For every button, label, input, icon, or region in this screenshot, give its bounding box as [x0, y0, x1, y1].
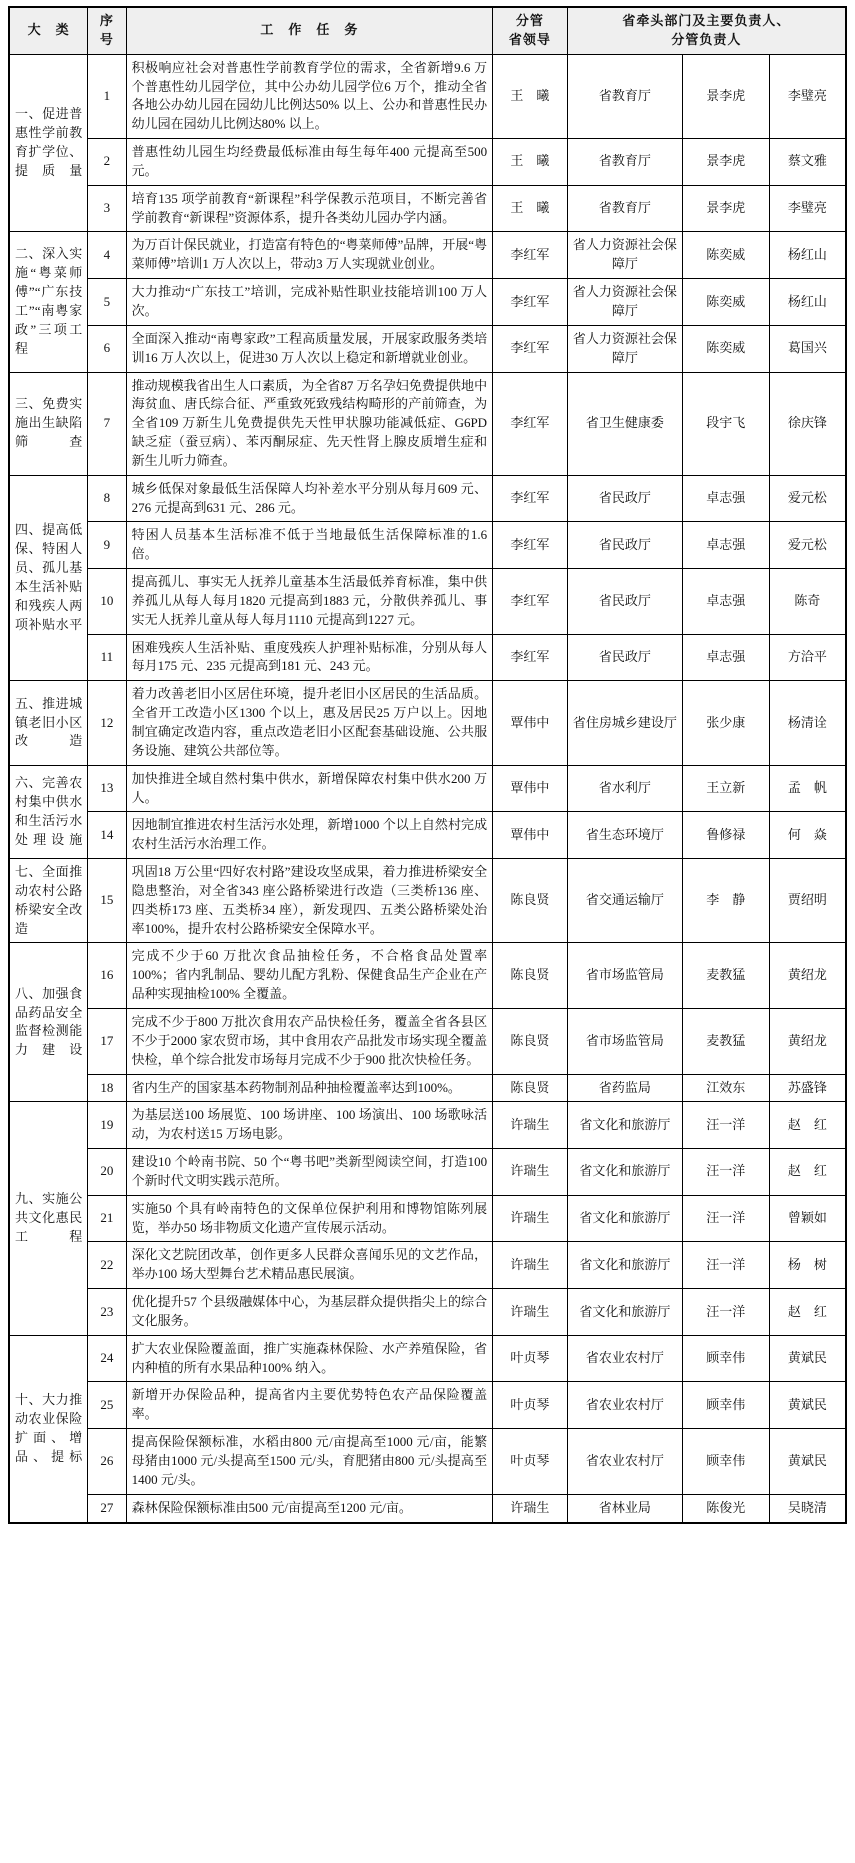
task-text: 特困人员基本生活标准不低于当地最低生活保障标准的1.6 倍。 — [126, 522, 492, 569]
chief-responsible-person: 卓志强 — [682, 634, 769, 681]
table-row — [9, 681, 846, 765]
row-number: 13 — [88, 765, 126, 812]
row-number: 20 — [88, 1149, 126, 1196]
task-text: 巩固18 万公里“四好农村路”建设攻坚成果，着力推进桥梁安全隐患整治，对全省343 座公路桥梁进行改造（三类桥136 座、四类桥173 座、五类桥34 座），新发现四、五类公路桥梁处治率100%，提升农村公路桥梁安全保障水平。 — [126, 859, 492, 943]
chief-responsible-person: 陈奕威 — [682, 232, 769, 279]
provincial-leader: 李红军 — [493, 569, 568, 635]
category-cell: 三、免费实施出生缺陷筛查 — [9, 372, 88, 475]
category-cell: 二、深入实施“粤菜师傅”“广东技工”“南粤家政”三项工程 — [9, 232, 88, 372]
task-text: 实施50 个具有岭南特色的文保单位保护利用和博物馆陈列展览，举办50 场非物质文化遗产宣传展示活动。 — [126, 1195, 492, 1242]
table-row — [9, 1195, 846, 1242]
category-cell: 一、促进普惠性学前教育扩学位、提质量 — [9, 54, 88, 232]
chief-responsible-person: 江效东 — [682, 1074, 769, 1102]
row-number: 24 — [88, 1335, 126, 1382]
th-department-line2: 分管负责人 — [671, 31, 742, 47]
th-leader-line2: 省领导 — [508, 31, 551, 47]
chief-responsible-person: 顾幸伟 — [682, 1335, 769, 1382]
lead-department: 省市场监管局 — [567, 943, 682, 1009]
lead-department: 省卫生健康委 — [567, 372, 682, 475]
provincial-leader: 王 曦 — [493, 139, 568, 186]
task-text: 培育135 项学前教育“新课程”科学保教示范项目，不断完善省学前教育“新课程”资源体系，提升各类幼儿园办学内涵。 — [126, 185, 492, 232]
table-row — [9, 1242, 846, 1289]
task-text: 省内生产的国家基本药物制剂品种抽检覆盖率达到100%。 — [126, 1074, 492, 1102]
chief-responsible-person: 陈奕威 — [682, 279, 769, 326]
chief-responsible-person: 顾幸伟 — [682, 1429, 769, 1495]
table-row — [9, 232, 846, 279]
task-text: 提高孤儿、事实无人抚养儿童基本生活最低养育标准，集中供养孤儿从每人每月1820 元提高到1883 元，分散供养孤儿、事实无人抚养儿童从每人每月1110 元提高到1227 元。 — [126, 569, 492, 635]
table-row — [9, 475, 846, 522]
lead-department: 省市场监管局 — [567, 1008, 682, 1074]
row-number: 3 — [88, 185, 126, 232]
lead-department: 省民政厅 — [567, 634, 682, 681]
row-number: 4 — [88, 232, 126, 279]
task-text: 为基层送100 场展览、100 场讲座、100 场演出、100 场歌咏活动，为农村送15 万场电影。 — [126, 1102, 492, 1149]
deputy-responsible-person: 陈奇 — [769, 569, 846, 635]
row-number: 10 — [88, 569, 126, 635]
task-text: 扩大农业保险覆盖面，推广实施森林保险、水产养殖保险，省内种植的所有水果品种100% 纳入。 — [126, 1335, 492, 1382]
task-text: 大力推动“广东技工”培训，完成补贴性职业技能培训100 万人次。 — [126, 279, 492, 326]
row-number: 16 — [88, 943, 126, 1009]
table-row — [9, 1335, 846, 1382]
lead-department: 省人力资源社会保障厅 — [567, 232, 682, 279]
chief-responsible-person: 卓志强 — [682, 475, 769, 522]
task-text: 着力改善老旧小区居住环境，提升老旧小区居民的生活品质。全省开工改造小区1300 个以上，惠及居民25 万户以上。因地制宜确定改造内容，重点改造老旧小区配套基础设施、公共服务设施、建筑公共部位等。 — [126, 681, 492, 765]
deputy-responsible-person: 赵 红 — [769, 1102, 846, 1149]
provincial-leader: 许瑞生 — [493, 1289, 568, 1336]
lead-department: 省药监局 — [567, 1074, 682, 1102]
task-text: 普惠性幼儿园生均经费最低标准由每生每年400 元提高至500 元。 — [126, 139, 492, 186]
table-row — [9, 372, 846, 475]
task-text: 完成不少于800 万批次食用农产品快检任务，覆盖全省各县区不少于2000 家农贸市场，其中食用农产品批发市场实现全覆盖快检，单个综合批发市场每月完成不少于900 批次快检任务。 — [126, 1008, 492, 1074]
provincial-leader: 许瑞生 — [493, 1195, 568, 1242]
chief-responsible-person: 麦教猛 — [682, 943, 769, 1009]
deputy-responsible-person: 赵 红 — [769, 1149, 846, 1196]
provincial-leader: 李红军 — [493, 522, 568, 569]
provincial-leader: 覃伟中 — [493, 812, 568, 859]
th-department-line1: 省牵头部门及主要负责人、 — [622, 13, 791, 28]
row-number: 26 — [88, 1429, 126, 1495]
row-number: 11 — [88, 634, 126, 681]
provincial-leader: 许瑞生 — [493, 1149, 568, 1196]
table-row — [9, 634, 846, 681]
task-text: 建设10 个岭南书院、50 个“粤书吧”类新型阅读空间，打造100 个新时代文明实践示范所。 — [126, 1149, 492, 1196]
chief-responsible-person: 王立新 — [682, 765, 769, 812]
deputy-responsible-person: 黄绍龙 — [769, 943, 846, 1009]
row-number: 5 — [88, 279, 126, 326]
category-cell: 五、推进城镇老旧小区改造 — [9, 681, 88, 765]
deputy-responsible-person: 李璧亮 — [769, 185, 846, 232]
row-number: 18 — [88, 1074, 126, 1102]
task-text: 完成不少于60 万批次食品抽检任务，不合格食品处置率100%；省内乳制品、婴幼儿配方乳粉、保健食品生产企业在产品种实现抽检100% 全覆盖。 — [126, 943, 492, 1009]
category-cell: 四、提高低保、特困人员、孤儿基本生活补贴和残疾人两项补贴水平 — [9, 475, 88, 681]
table-row — [9, 1102, 846, 1149]
row-number: 9 — [88, 522, 126, 569]
provincial-leader: 李红军 — [493, 232, 568, 279]
provincial-leader: 陈良贤 — [493, 943, 568, 1009]
task-text: 深化文艺院团改革，创作更多人民群众喜闻乐见的文艺作品，举办100 场大型舞台艺术精品惠民展演。 — [126, 1242, 492, 1289]
th-leader-line1: 分管 — [515, 13, 544, 28]
deputy-responsible-person: 李璧亮 — [769, 54, 846, 138]
chief-responsible-person: 段宇飞 — [682, 372, 769, 475]
task-text: 新增开办保险品种，提高省内主要优势特色农产品保险覆盖率。 — [126, 1382, 492, 1429]
task-text: 困难残疾人生活补贴、重度残疾人护理补贴标准，分别从每人每月175 元、235 元提高到181 元、243 元。 — [126, 634, 492, 681]
provincial-leader: 王 曦 — [493, 54, 568, 138]
row-number: 22 — [88, 1242, 126, 1289]
lead-department: 省农业农村厅 — [567, 1429, 682, 1495]
provincial-leader: 王 曦 — [493, 185, 568, 232]
row-number: 12 — [88, 681, 126, 765]
deputy-responsible-person: 曾颖如 — [769, 1195, 846, 1242]
provincial-leader: 李红军 — [493, 279, 568, 326]
provincial-leader: 陈良贤 — [493, 1008, 568, 1074]
deputy-responsible-person: 何 焱 — [769, 812, 846, 859]
deputy-responsible-person: 贾绍明 — [769, 859, 846, 943]
lead-department: 省文化和旅游厅 — [567, 1242, 682, 1289]
provincial-leader: 许瑞生 — [493, 1102, 568, 1149]
lead-department: 省人力资源社会保障厅 — [567, 279, 682, 326]
chief-responsible-person: 李 静 — [682, 859, 769, 943]
table-row — [9, 1382, 846, 1429]
chief-responsible-person: 陈奕威 — [682, 325, 769, 372]
chief-responsible-person: 卓志强 — [682, 569, 769, 635]
provincial-leader: 李红军 — [493, 372, 568, 475]
chief-responsible-person: 景李虎 — [682, 139, 769, 186]
table-row — [9, 569, 846, 635]
table-row — [9, 812, 846, 859]
table-row — [9, 859, 846, 943]
chief-responsible-person: 汪一洋 — [682, 1102, 769, 1149]
chief-responsible-person: 陈俊光 — [682, 1494, 769, 1522]
chief-responsible-person: 汪一洋 — [682, 1242, 769, 1289]
th-task: 工 作 任 务 — [126, 7, 492, 54]
table-row — [9, 1494, 846, 1522]
lead-department: 省交通运输厅 — [567, 859, 682, 943]
table-row — [9, 1149, 846, 1196]
chief-responsible-person: 汪一洋 — [682, 1195, 769, 1242]
chief-responsible-person: 卓志强 — [682, 522, 769, 569]
task-text: 因地制宜推进农村生活污水处理，新增1000 个以上自然村完成农村生活污水治理工作。 — [126, 812, 492, 859]
chief-responsible-person: 鲁修禄 — [682, 812, 769, 859]
lead-department: 省文化和旅游厅 — [567, 1289, 682, 1336]
provincial-leader: 李红军 — [493, 475, 568, 522]
table-row — [9, 1008, 846, 1074]
chief-responsible-person: 张少康 — [682, 681, 769, 765]
lead-department: 省人力资源社会保障厅 — [567, 325, 682, 372]
lead-department: 省住房城乡建设厅 — [567, 681, 682, 765]
row-number: 21 — [88, 1195, 126, 1242]
table-body — [9, 54, 846, 1522]
row-number: 6 — [88, 325, 126, 372]
lead-department: 省教育厅 — [567, 54, 682, 138]
table-row — [9, 185, 846, 232]
deputy-responsible-person: 爱元松 — [769, 475, 846, 522]
deputy-responsible-person: 苏盛锋 — [769, 1074, 846, 1102]
deputy-responsible-person: 黄斌民 — [769, 1382, 846, 1429]
task-text: 优化提升57 个县级融媒体中心，为基层群众提供指尖上的综合文化服务。 — [126, 1289, 492, 1336]
row-number: 17 — [88, 1008, 126, 1074]
category-cell: 九、实施公共文化惠民工程 — [9, 1102, 88, 1335]
category-cell: 六、完善农村集中供水和生活污水处理设施 — [9, 765, 88, 858]
row-number: 19 — [88, 1102, 126, 1149]
provincial-leader: 叶贞琴 — [493, 1382, 568, 1429]
chief-responsible-person: 汪一洋 — [682, 1149, 769, 1196]
deputy-responsible-person: 孟 帆 — [769, 765, 846, 812]
table-row — [9, 279, 846, 326]
table-row — [9, 943, 846, 1009]
table-row — [9, 522, 846, 569]
chief-responsible-person: 顾幸伟 — [682, 1382, 769, 1429]
table-header — [9, 7, 846, 54]
table-row — [9, 325, 846, 372]
task-text: 积极响应社会对普惠性学前教育学位的需求，全省新增9.6 万个普惠性幼儿园学位，其中公办幼儿园学位6 万个，推动全省各地公办幼儿园在园幼儿比例达50% 以上、公办和普惠性民办幼儿园在园幼儿比例达80% 以上。 — [126, 54, 492, 138]
deputy-responsible-person: 杨 树 — [769, 1242, 846, 1289]
lead-department: 省民政厅 — [567, 522, 682, 569]
deputy-responsible-person: 赵 红 — [769, 1289, 846, 1336]
table-row — [9, 54, 846, 138]
table-row — [9, 1074, 846, 1102]
provincial-leader: 陈良贤 — [493, 1074, 568, 1102]
th-leader — [493, 7, 568, 54]
task-text: 森林保险保额标准由500 元/亩提高至1200 元/亩。 — [126, 1494, 492, 1522]
deputy-responsible-person: 杨清诠 — [769, 681, 846, 765]
provincial-leader: 覃伟中 — [493, 681, 568, 765]
deputy-responsible-person: 杨红山 — [769, 232, 846, 279]
lead-department: 省民政厅 — [567, 569, 682, 635]
row-number: 25 — [88, 1382, 126, 1429]
deputy-responsible-person: 黄斌民 — [769, 1429, 846, 1495]
row-number: 27 — [88, 1494, 126, 1522]
lead-department: 省农业农村厅 — [567, 1335, 682, 1382]
chief-responsible-person: 汪一洋 — [682, 1289, 769, 1336]
lead-department: 省文化和旅游厅 — [567, 1149, 682, 1196]
deputy-responsible-person: 徐庆锋 — [769, 372, 846, 475]
category-cell: 八、加强食品药品安全监督检测能力建设 — [9, 943, 88, 1102]
row-number: 14 — [88, 812, 126, 859]
provincial-leader: 许瑞生 — [493, 1242, 568, 1289]
lead-department: 省林业局 — [567, 1494, 682, 1522]
provincial-leader: 叶贞琴 — [493, 1335, 568, 1382]
task-text: 为万百计保民就业，打造富有特色的“粤菜师傅”品牌，开展“粤菜师傅”培训1 万人次以上，带动3 万人实现就业创业。 — [126, 232, 492, 279]
table-row — [9, 139, 846, 186]
th-category: 大 类 — [9, 7, 88, 54]
deputy-responsible-person: 蔡文雅 — [769, 139, 846, 186]
lead-department: 省生态环境厅 — [567, 812, 682, 859]
chief-responsible-person: 麦教猛 — [682, 1008, 769, 1074]
row-number: 7 — [88, 372, 126, 475]
provincial-leader: 叶贞琴 — [493, 1429, 568, 1495]
lead-department: 省农业农村厅 — [567, 1382, 682, 1429]
category-cell: 七、全面推动农村公路桥梁安全改造 — [9, 859, 88, 943]
lead-department: 省文化和旅游厅 — [567, 1195, 682, 1242]
deputy-responsible-person: 吴晓清 — [769, 1494, 846, 1522]
category-cell: 十、大力推动农业保险扩面、增品、提标 — [9, 1335, 88, 1522]
task-text: 城乡低保对象最低生活保障人均补差水平分别从每月609 元、276 元提高到631 元、286 元。 — [126, 475, 492, 522]
deputy-responsible-person: 黄斌民 — [769, 1335, 846, 1382]
deputy-responsible-person: 葛国兴 — [769, 325, 846, 372]
table-row — [9, 1289, 846, 1336]
deputy-responsible-person: 黄绍龙 — [769, 1008, 846, 1074]
lead-department: 省水利厅 — [567, 765, 682, 812]
chief-responsible-person: 景李虎 — [682, 185, 769, 232]
provincial-leader: 陈良贤 — [493, 859, 568, 943]
th-department — [567, 7, 846, 54]
task-table — [8, 6, 847, 1524]
row-number: 23 — [88, 1289, 126, 1336]
row-number: 15 — [88, 859, 126, 943]
lead-department: 省民政厅 — [567, 475, 682, 522]
row-number: 1 — [88, 54, 126, 138]
provincial-leader: 许瑞生 — [493, 1494, 568, 1522]
task-text: 推动规模我省出生人口素质，为全省87 万名孕妇免费提供地中海贫血、唐氏综合征、严重致死致残结构畸形的产前筛查，为全省109 万新生儿免费提供先天性甲状腺功能减低症、G6PD 缺乏症（蚕豆病）、苯丙酮尿症、先天性肾上腺皮质增生症和新生儿听力筛查。 — [126, 372, 492, 475]
deputy-responsible-person: 杨红山 — [769, 279, 846, 326]
task-text: 全面深入推动“南粤家政”工程高质量发展，开展家政服务类培训16 万人次以上，促进30 万人次以上稳定和新增就业创业。 — [126, 325, 492, 372]
lead-department: 省教育厅 — [567, 185, 682, 232]
provincial-leader: 覃伟中 — [493, 765, 568, 812]
lead-department: 省文化和旅游厅 — [567, 1102, 682, 1149]
lead-department: 省教育厅 — [567, 139, 682, 186]
table-header-row — [9, 7, 846, 54]
table-row — [9, 765, 846, 812]
row-number: 8 — [88, 475, 126, 522]
task-text: 提高保险保额标准，水稻由800 元/亩提高至1000 元/亩，能繁母猪由1000 元/头提高至1500 元/头，育肥猪由800 元/头提高至1400 元/头。 — [126, 1429, 492, 1495]
provincial-leader: 李红军 — [493, 634, 568, 681]
deputy-responsible-person: 爱元松 — [769, 522, 846, 569]
task-text: 加快推进全域自然村集中供水，新增保障农村集中供水200 万人。 — [126, 765, 492, 812]
th-no: 序号 — [88, 7, 126, 54]
chief-responsible-person: 景李虎 — [682, 54, 769, 138]
provincial-leader: 李红军 — [493, 325, 568, 372]
row-number: 2 — [88, 139, 126, 186]
table-row — [9, 1429, 846, 1495]
deputy-responsible-person: 方洽平 — [769, 634, 846, 681]
